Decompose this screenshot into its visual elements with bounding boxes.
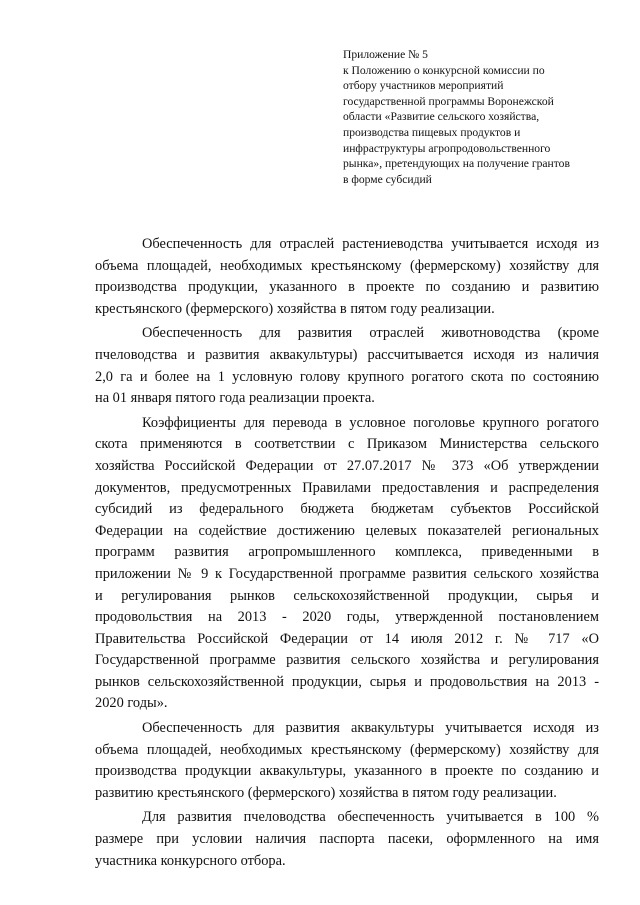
appendix-line: рынка», претендующих на получение грантов: [343, 157, 570, 171]
paragraph-aquaculture: [95, 718, 599, 804]
text-line: на 01 января пятого года реализации проекта.: [95, 390, 375, 407]
appendix-line: к Положению о конкурсной комиссии по: [343, 63, 545, 77]
text-line: производства продукции аквакультуры, указанного в проекте по созданию и: [95, 763, 599, 780]
text-line: крестьянского (фермерского) хозяйства в пятом году реализации.: [95, 300, 495, 317]
paragraph-beekeeping: [95, 807, 599, 872]
text-line: объема площадей, необходимых крестьянскому (фермерскому) хозяйству для: [95, 741, 599, 758]
text-line: субсидий из федерального бюджета бюджетам субъектов Российской: [95, 501, 599, 518]
text-line: скота применяются в соответствии с Приказом Министерства сельского: [95, 436, 599, 453]
text-line: Обеспеченность для развития аквакультуры учитывается исходя из: [142, 720, 599, 737]
appendix-line: в форме субсидий: [343, 172, 432, 186]
appendix-line: государственной программы Воронежской: [343, 94, 554, 108]
text-line: участника конкурсного отбора.: [95, 852, 286, 869]
document-body: [95, 234, 599, 875]
text-line: Государственной программе развития сельского хозяйства и регулирования: [95, 652, 599, 669]
text-line: 2,0 га и более на 1 условную голову крупного рогатого скота по состоянию: [95, 368, 599, 385]
text-line: Коэффициенты для перевода в условное поголовье крупного рогатого: [142, 414, 599, 431]
text-line: объема площадей, необходимых крестьянскому (фермерскому) хозяйству для: [95, 257, 599, 274]
paragraph-livestock: [95, 323, 599, 409]
text-line: рынков сельскохозяйственной продукции, сырья и продовольствия на 2013 -: [95, 673, 599, 690]
paragraph-coefficients: [95, 413, 599, 715]
text-line: и регулирования рынков сельскохозяйственной продукции, сырья и: [95, 587, 599, 604]
appendix-line: области «Развитие сельского хозяйства,: [343, 110, 540, 124]
text-line: Правительства Российской Федерации от 14 июля 2012 г. № 717 «О: [95, 630, 599, 647]
text-line: производства продукции, указанного в проекте по созданию и развитию: [95, 279, 599, 296]
text-line: Федерации на содействие достижению целевых показателей региональных: [95, 522, 599, 539]
text-line: развитию крестьянского (фермерского) хозяйства в пятом году реализации.: [95, 784, 557, 801]
text-line: Обеспеченность для развития отраслей животноводства (кроме: [142, 325, 599, 342]
text-line: хозяйства Российской Федерации от 27.07.2017 № 373 «Об утверждении: [95, 457, 599, 474]
text-line: продовольствия на 2013 - 2020 годы, утвержденной постановлением: [95, 609, 599, 626]
text-line: размере при условии наличия паспорта пасеки, оформленного на имя: [95, 831, 599, 848]
appendix-line: инфраструктуры агропродовольственного: [343, 141, 551, 155]
appendix-line: производства пищевых продуктов и: [343, 125, 521, 139]
text-line: Для развития пчеловодства обеспеченность учитывается в 100 %: [142, 809, 599, 826]
text-line: программ развития агропромышленного комплекса, приведенными в: [95, 544, 599, 561]
appendix-line: отбору участников мероприятий: [343, 79, 504, 93]
text-line: приложении № 9 к Государственной программе развития сельского хозяйства: [95, 565, 599, 582]
appendix-line: Приложение № 5: [343, 48, 428, 61]
text-line: документов, предусмотренных Правилами предоставления и распределения: [95, 479, 599, 496]
text-line: пчеловодства и развития аквакультуры) рассчитывается исходя из наличия: [95, 346, 599, 363]
text-line: 2020 годы».: [95, 695, 168, 712]
appendix-header: [343, 47, 613, 187]
paragraph-crop-farming: [95, 234, 599, 320]
text-line: Обеспеченность для отраслей растениеводства учитывается исходя из: [142, 236, 599, 252]
